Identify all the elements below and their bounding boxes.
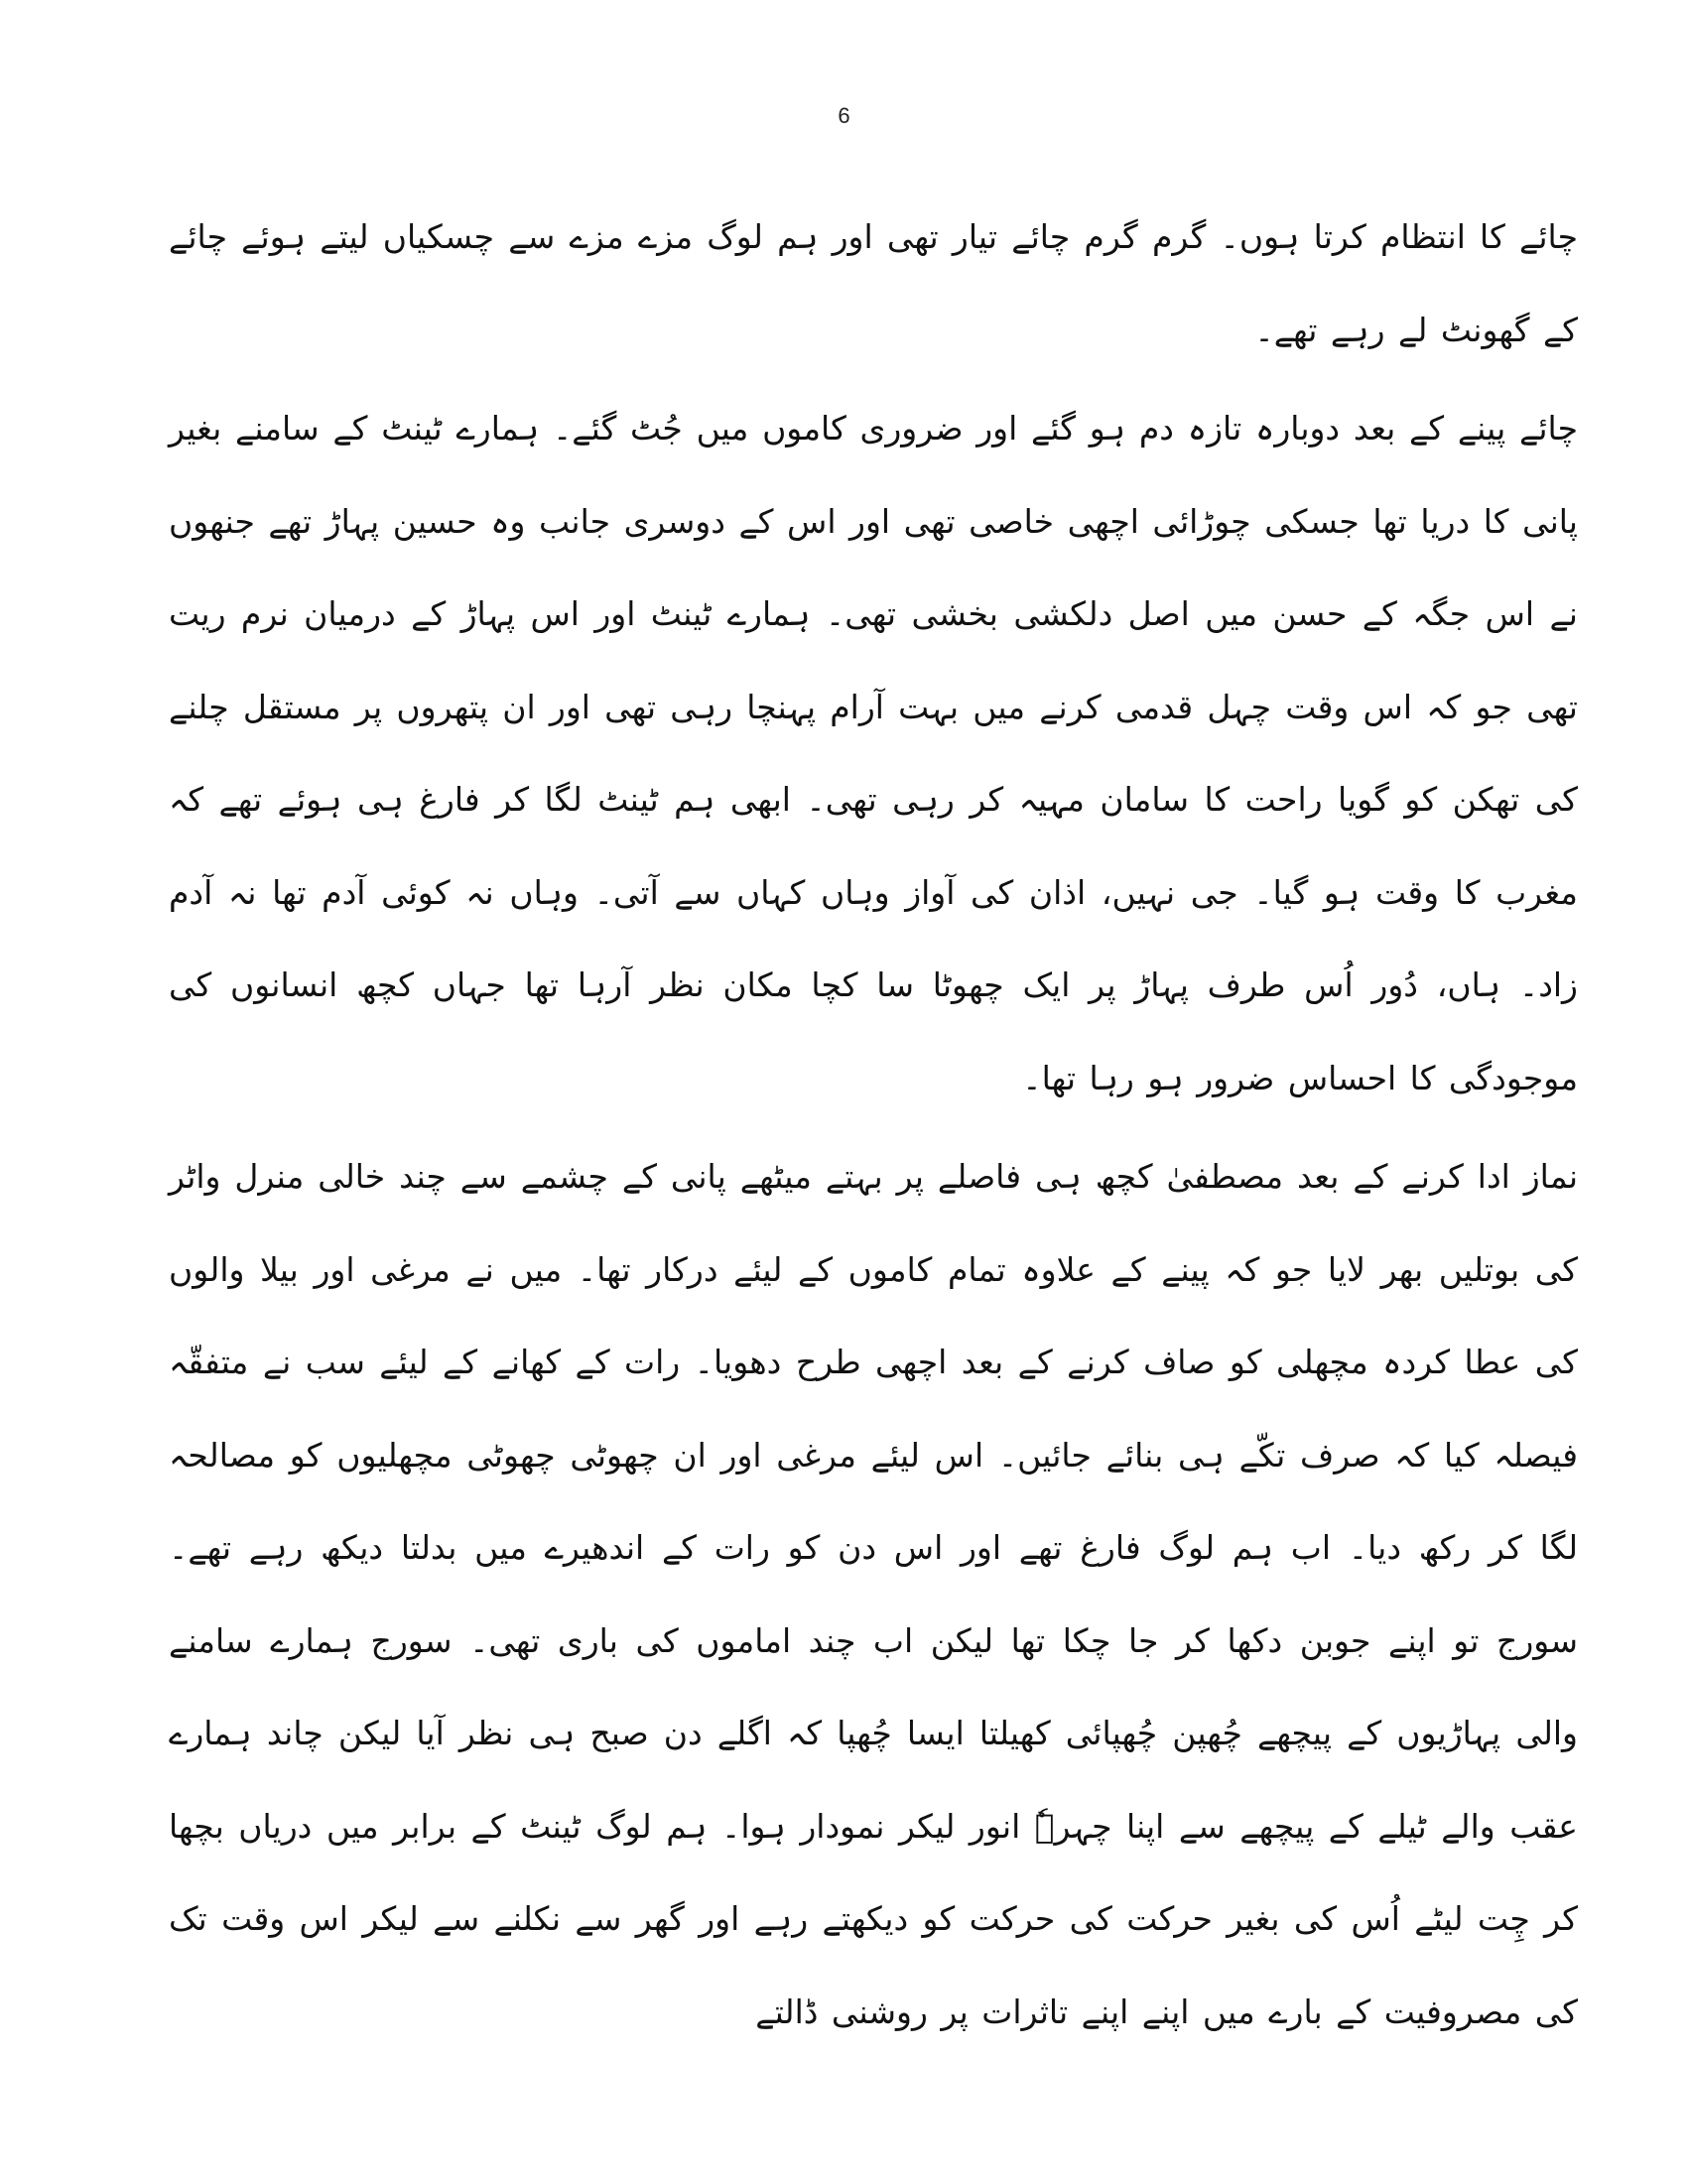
paragraph-tea: چائے کا انتظام کرتا ہوں۔ گرم گرم چائے تیار تھی اور ہم لوگ مزے مزے سے چسکیاں لیتے ہوئے چائے کے گھونٹ لے رہے تھے۔ (169, 217, 1578, 349)
paragraph-evening: نماز ادا کرنے کے بعد مصطفیٰ کچھ ہی فاصلے پر بہتے میٹھے پانی کے چشمے سے چند خالی منرل واٹر کی بوتلیں بھر لایا جو کہ پینے کے علاوہ تمام کاموں کے لیئے درکار تھا۔ میں نے مرغی اور بیلا والوں کی عطا کردہ مچھلی کو صاف کرنے کے بعد اچھی طرح دھویا۔ رات کے کھانے کے لیئے سب نے متفقّہ فیصلہ کیا کہ صرف تکّے ہی بنائے جائیں۔ اس لیئے مرغی اور ان چھوٹی چھوٹی مچھلیوں کو مصالحہ لگا کر رکھ دیا۔ اب ہم لوگ فارغ تھے اور اس دن کو رات کے اندھیرے میں بدلتا دیکھ رہے تھے۔ سورج تو اپنے جوبن دکھا کر جا چکا تھا لیکن اب چند اماموں کی باری تھی۔ سورج ہمارے سامنے والی پہاڑیوں کے پیچھے چُھپن چُھپائی کھیلتا ایسا چُھپا کہ اگلے دن صبح ہی نظر آیا لیکن چاند ہمارے عقب والے ٹیلے کے پیچھے سے اپنا چہرہٗ انور لیکر نمودار ہوا۔ ہم لوگ ٹینٹ کے برابر میں دریاں بچھا کر چِت لیٹے اُس کی بغیر حرکت کی حرکت کو دیکھتے رہے اور گھر سے نکلنے سے لیکر اس وقت تک کی مصروفیت کے بارے میں اپنے اپنے تاثرات پر روشنی ڈالتے (169, 1157, 1578, 2031)
page-number: 6 (838, 103, 850, 128)
paragraph-tent-river: چائے پینے کے بعد دوبارہ تازہ دم ہو گئے اور ضروری کاموں میں جُٹ گئے۔ ہمارے ٹینٹ کے سامنے بغیر پانی کا دریا تھا جسکی چوڑائی اچھی خاصی تھی اور اس کے دوسری جانب وہ حسین پہاڑ تھے جنھوں نے اس جگہ کے حسن میں اصل دلکشی بخشی تھی۔ ہمارے ٹینٹ اور اس پہاڑ کے درمیان نرم ریت تھی جو کہ اس وقت چہل قدمی کرنے میں بہت آرام پہنچا رہی تھی اور ان پتھروں پر مستقل چلنے کی تھکن کو گویا راحت کا سامان مہیہ کر رہی تھی۔ ابھی ہم ٹینٹ لگا کر فارغ ہی ہوئے تھے کہ مغرب کا وقت ہو گیا۔ جی نہیں، اذان کی آواز وہاں کہاں سے آتی۔ وہاں نہ کوئی آدم تھا نہ آدم زاد۔ ہاں، دُور اُس طرف پہاڑ پر ایک چھوٹا سا کچا مکان نظر آرہا تھا جہاں کچھ انسانوں کی موجودگی کا احساس ضرور ہو رہا تھا۔ (169, 409, 1578, 1097)
document-body (169, 191, 1578, 2064)
